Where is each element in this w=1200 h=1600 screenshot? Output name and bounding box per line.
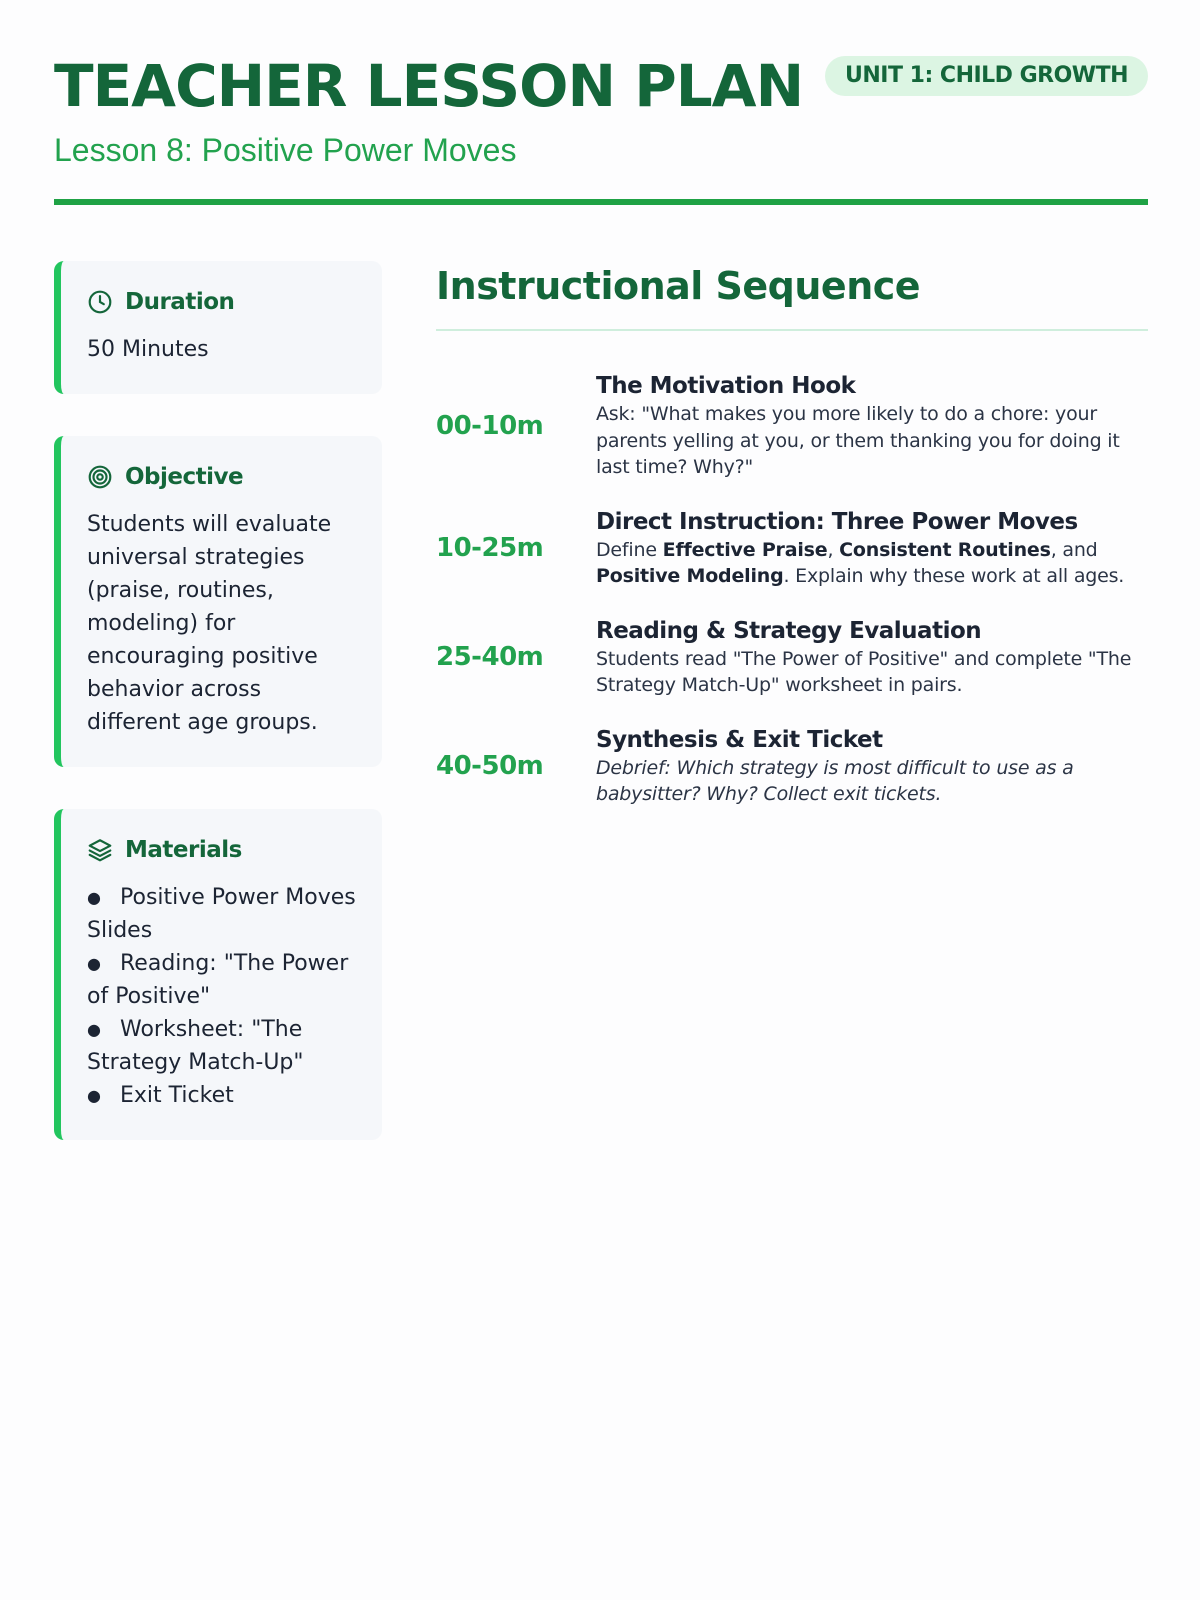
lesson-plan-page [54,0,1148,1108]
objective-card-header [87,464,358,490]
section-title: Instructional Sequence [436,264,921,308]
page-header [54,0,1148,205]
material-item-label: Reading: "The Power of Positive" [87,951,349,1009]
step-description: Ask: "What makes you more likely to do a chore: your parents yelling at you, or them thanking you for doing it last time? Why?" [596,403,1120,478]
sidebar [54,261,382,1182]
duration-card [54,261,382,394]
step-body [596,616,1148,699]
step-body [596,507,1148,590]
objective-card [54,436,382,767]
desc-text: , [827,538,840,561]
materials-card [54,809,382,1140]
desc-text: , and [1050,538,1098,561]
materials-card-header [87,837,358,863]
list-item [87,1013,358,1079]
lesson-subtitle: Lesson 8: Positive Power Moves [54,132,517,168]
material-item-label: Positive Power Moves Slides [87,885,356,943]
step-time: 25-40m [436,642,544,672]
material-item-label: Exit Ticket [120,1083,234,1108]
step-body [596,725,1148,808]
bullet-icon: ● [87,1020,101,1039]
sequence-step [436,725,1148,808]
material-item-label: Worksheet: "The Strategy Match-Up" [87,1017,304,1075]
instructional-sequence [436,371,1148,808]
desc-text: Define [596,538,663,561]
duration-card-header [87,289,358,315]
step-description: Students read "The Power of Positive" and complete "The Strategy Match-Up" worksheet in pairs. [596,647,1132,696]
main-content [436,261,1148,834]
term-effective-praise: Effective Praise [662,538,828,561]
step-description [596,537,1148,590]
sequence-step [436,616,1148,699]
step-title: The Motivation Hook [596,373,856,399]
objective-text: Students will evaluate universal strategies (praise, routines, modeling) for encouraging positive behavior across different age groups. [87,512,332,735]
list-item [87,1079,358,1112]
duration-value: 50 Minutes [87,337,209,362]
step-time: 10-25m [436,533,544,563]
desc-text: . Explain why these work at all ages. [783,565,1125,587]
bullet-icon: ● [87,888,101,907]
layers-icon [87,837,113,863]
page-title: TEACHER LESSON PLAN [54,52,804,120]
step-title: Reading & Strategy Evaluation [596,617,982,644]
term-positive-modeling: Positive Modeling [596,565,784,587]
materials-list [87,881,358,1112]
list-item [87,947,358,1013]
step-title: Direct Instruction: Three Power Moves [596,508,1078,535]
objective-title: Objective [125,464,244,490]
header-divider [54,199,1148,205]
target-icon [87,464,113,490]
sequence-step [436,371,1148,481]
bullet-icon: ● [87,1086,101,1105]
step-body [596,371,1148,481]
materials-title: Materials [125,837,242,863]
section-divider [436,329,1148,331]
term-consistent-routines: Consistent Routines [839,538,1051,561]
list-item [87,881,358,947]
step-title: Synthesis & Exit Ticket [596,726,883,753]
step-time: 40-50m [436,751,544,781]
step-description: Debrief: Which strategy is most difficult to use as a babysitter? Why? Collect exit tickets. [596,756,1074,805]
clock-icon [87,289,113,315]
bullet-icon: ● [87,954,101,973]
sequence-step [436,507,1148,590]
step-time: 00-10m [436,410,544,441]
duration-title: Duration [125,289,235,315]
unit-badge: UNIT 1: CHILD GROWTH [825,56,1148,96]
